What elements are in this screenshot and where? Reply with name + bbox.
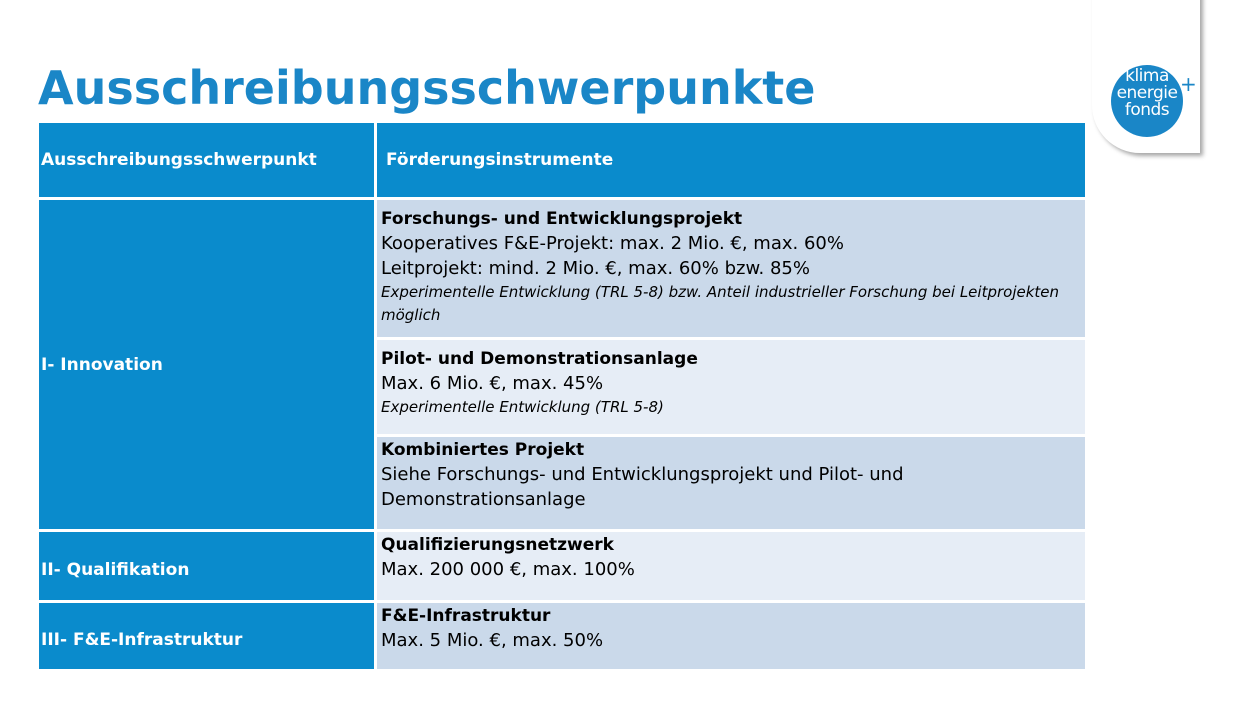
instrument-line: Max. 200 000 €, max. 100% (381, 559, 635, 580)
instrument-heading: Qualifizierungsnetzwerk (381, 535, 614, 555)
instrument-line: Kooperatives F&E-Projekt: max. 2 Mio. €, max. 60% (381, 233, 844, 254)
logo-line-3: fonds (1124, 100, 1170, 120)
header-focus-area: Ausschreibungsschwerpunkt (38, 122, 376, 199)
table-row (38, 199, 1087, 339)
instrument-heading: F&E-Infrastruktur (381, 606, 551, 626)
funding-table (36, 120, 1088, 672)
page-title: Ausschreibungsschwerpunkte (38, 61, 816, 115)
logo-text (1105, 68, 1189, 119)
table-row (38, 602, 1087, 671)
table-row (38, 531, 1087, 602)
instrument-cell (376, 339, 1087, 436)
instrument-cell (376, 199, 1087, 339)
instrument-heading: Kombiniertes Projekt (381, 440, 585, 460)
instrument-line: Siehe Forschungs- und Entwicklungsprojekt und Pilot- und Demonstrationsanlage (381, 464, 904, 510)
category-innovation: I- Innovation (38, 199, 376, 531)
instrument-cell (376, 602, 1087, 671)
instrument-cell (376, 531, 1087, 602)
instrument-note: Experimentelle Entwicklung (TRL 5-8) (381, 398, 664, 416)
category-infrastructure: III- F&E-Infrastruktur (38, 602, 376, 671)
instrument-cell (376, 436, 1087, 531)
instrument-line: Leitprojekt: mind. 2 Mio. €, max. 60% bzw. 85% (381, 258, 810, 279)
header-instruments: Förderungsinstrumente (376, 122, 1087, 199)
instrument-heading: Forschungs- und Entwicklungsprojekt (381, 209, 743, 229)
instrument-line: Max. 5 Mio. €, max. 50% (381, 630, 604, 651)
logo-plus-icon: + (1180, 72, 1197, 96)
logo-line-2: energie (1116, 83, 1178, 103)
instrument-heading: Pilot- und Demonstrationsanlage (381, 349, 698, 369)
instrument-line: Max. 6 Mio. €, max. 45% (381, 373, 604, 394)
logo-line-1: klima (1125, 66, 1169, 86)
category-qualification: II- Qualifikation (38, 531, 376, 602)
instrument-note: Experimentelle Entwicklung (TRL 5-8) bzw. Anteil industrieller Forschung bei Leitprojekten möglich (381, 283, 1060, 324)
table-header-row (38, 122, 1087, 199)
